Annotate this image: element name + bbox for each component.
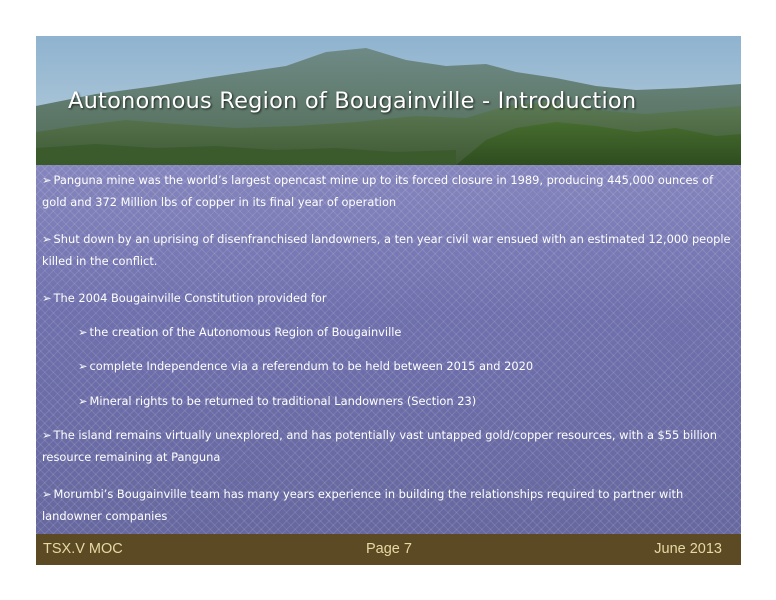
bullet-text: The island remains virtually unexplored, and has potentially vast untapped gold/copper resources, with a $55 billion resource remaining at Panguna — [42, 428, 717, 464]
bullet-item — [42, 424, 733, 468]
bullet-arrow-icon: ➢ — [78, 359, 88, 373]
bullet-content-panel — [36, 165, 741, 534]
bullet-arrow-icon: ➢ — [42, 291, 52, 305]
sub-bullet-item — [78, 390, 733, 412]
bullet-arrow-icon: ➢ — [42, 232, 52, 246]
bullet-text: Panguna mine was the world’s largest opencast mine up to its forced closure in 1989, producing 445,000 ounces of gold and 372 Million lbs of copper in its final year of operation — [42, 173, 714, 209]
slide-title: Autonomous Region of Bougainville - Introduction — [68, 88, 637, 114]
bullet-text: Morumbi’s Bougainville team has many years experience in building the relationships required to partner with landowner companies — [42, 487, 684, 523]
bullet-item — [42, 228, 733, 272]
bullet-arrow-icon: ➢ — [42, 173, 52, 187]
bullet-item — [42, 483, 733, 527]
bullet-item — [42, 287, 733, 309]
bullet-item — [42, 169, 733, 213]
bullet-text: The 2004 Bougainville Constitution provided for — [53, 291, 327, 305]
footer-date: June 2013 — [654, 541, 722, 557]
footer-page-number: Page 7 — [366, 541, 412, 557]
sub-bullet-item — [78, 321, 733, 343]
bullet-arrow-icon: ➢ — [78, 394, 88, 408]
mountain-banner-image — [36, 36, 741, 165]
slide — [36, 36, 741, 565]
bullet-text: complete Independence via a referendum to be held between 2015 and 2020 — [89, 359, 534, 373]
bullet-text: Shut down by an uprising of disenfranchised landowners, a ten year civil war ensued with an estimated 12,000 people killed in the conflict. — [42, 232, 731, 268]
bullet-arrow-icon: ➢ — [78, 325, 88, 339]
footer-ticker: TSX.V MOC — [43, 541, 123, 557]
bullet-text: Mineral rights to be returned to traditional Landowners (Section 23) — [89, 394, 477, 408]
bullet-arrow-icon: ➢ — [42, 487, 52, 501]
bullet-text: the creation of the Autonomous Region of Bougainville — [89, 325, 402, 339]
bullet-arrow-icon: ➢ — [42, 428, 52, 442]
sub-bullet-item — [78, 355, 733, 377]
slide-footer — [36, 534, 741, 565]
